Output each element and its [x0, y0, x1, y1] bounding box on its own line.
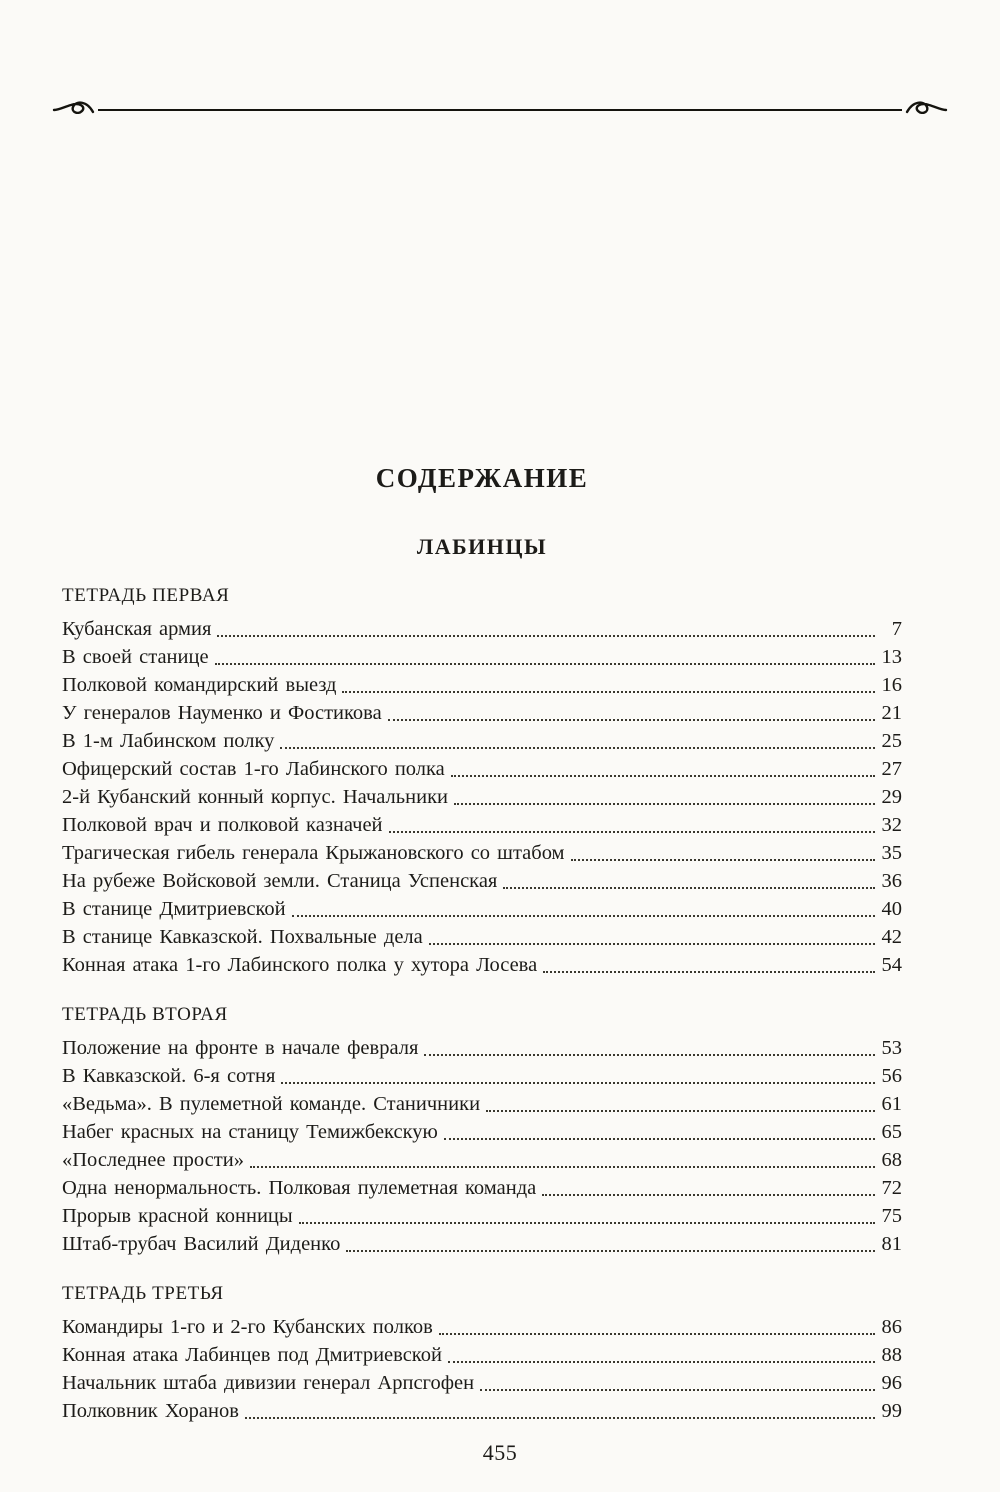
entry-title: У генералов Науменко и Фостикова [62, 702, 382, 725]
dot-leader [388, 719, 875, 721]
entry-title: Положение на фронте в начале февраля [62, 1037, 419, 1060]
toc-entry [62, 895, 902, 923]
entry-page-number: 68 [881, 1149, 902, 1172]
entry-page-number: 27 [881, 758, 902, 781]
entry-page-number: 75 [881, 1205, 902, 1228]
entry-page-number: 65 [881, 1121, 902, 1144]
entry-title: Штаб-трубач Василий Диденко [62, 1233, 341, 1256]
toc-entry [62, 867, 902, 895]
toc-entry [62, 811, 902, 839]
entry-page-number: 21 [881, 702, 902, 725]
entry-title: Офицерский состав 1-го Лабинского полка [62, 758, 445, 781]
toc-entry [62, 643, 902, 671]
dot-leader [454, 803, 875, 805]
entry-title: 2-й Кубанский конный корпус. Начальники [62, 786, 448, 809]
toc-entry [62, 615, 902, 643]
entry-page-number: 36 [881, 870, 902, 893]
toc-entry [62, 1313, 902, 1341]
entry-page-number: 56 [881, 1065, 902, 1088]
toc-entry [62, 1034, 902, 1062]
entry-title: В станице Кавказской. Похвальные дела [62, 926, 423, 949]
entry-page-number: 35 [881, 842, 902, 865]
entry-page-number: 13 [881, 646, 902, 669]
entry-title: В 1-м Лабинском полку [62, 730, 275, 753]
entry-title: В Кавказской. 6-я сотня [62, 1065, 276, 1088]
toc-entry [62, 671, 902, 699]
page-number: 455 [482, 1440, 518, 1465]
toc-entry [62, 1397, 902, 1425]
entry-title: Набег красных на станицу Темижбекскую [62, 1121, 438, 1144]
entry-title: Прорыв красной конницы [62, 1205, 293, 1228]
entry-title: В своей станице [62, 646, 209, 669]
entry-page-number: 81 [881, 1233, 902, 1256]
toc-section [62, 584, 902, 979]
dot-leader [451, 775, 875, 777]
entry-title: Полковой врач и полковой казначей [62, 814, 383, 837]
toc-entry [62, 699, 902, 727]
dot-leader [429, 943, 875, 945]
dot-leader [542, 1194, 875, 1196]
entry-title: Полковой командирский выезд [62, 674, 337, 697]
dot-leader [486, 1110, 875, 1112]
dot-leader [439, 1333, 875, 1335]
page-content [62, 0, 902, 1425]
toc-entry [62, 1369, 902, 1397]
entry-page-number: 99 [881, 1400, 902, 1423]
entry-title: В станице Дмитриевской [62, 898, 286, 921]
entry-title: На рубеже Войсковой земли. Станица Успенская [62, 870, 498, 893]
dot-leader [480, 1389, 875, 1391]
entry-title: Начальник штаба дивизии генерал Арпсгофен [62, 1372, 475, 1395]
entry-page-number: 32 [881, 814, 902, 837]
entry-page-number: 61 [881, 1093, 902, 1116]
toc-entry [62, 951, 902, 979]
toc-sections [62, 584, 902, 1425]
entry-title: «Последнее прости» [62, 1149, 244, 1172]
toc-entry [62, 1062, 902, 1090]
dot-leader [503, 887, 875, 889]
dot-leader [299, 1222, 875, 1224]
toc-entry [62, 1341, 902, 1369]
entry-title: Трагическая гибель генерала Крыжановского со штабом [62, 842, 565, 865]
section-heading: ТЕТРАДЬ ПЕРВАЯ [62, 585, 230, 607]
dot-leader [346, 1250, 875, 1252]
section-heading: ТЕТРАДЬ ВТОРАЯ [62, 1004, 228, 1026]
toc-entry [62, 923, 902, 951]
entry-page-number: 54 [881, 954, 902, 977]
entry-title: Конная атака Лабинцев под Дмитриевской [62, 1344, 442, 1367]
toc-section [62, 1003, 902, 1258]
entry-page-number: 42 [881, 926, 902, 949]
toc-entry [62, 1174, 902, 1202]
entry-page-number: 7 [891, 618, 902, 641]
entry-page-number: 29 [881, 786, 902, 809]
toc-entry [62, 1146, 902, 1174]
entry-title: Кубанская армия [62, 618, 212, 641]
entry-page-number: 16 [881, 674, 902, 697]
flourish-right-icon [904, 99, 948, 121]
dot-leader [245, 1417, 875, 1419]
entry-page-number: 40 [881, 898, 902, 921]
book-title: ЛАБИНЦЫ [416, 534, 548, 560]
dot-leader [281, 1082, 875, 1084]
dot-leader [280, 747, 875, 749]
entry-page-number: 25 [881, 730, 902, 753]
entry-title: Командиры 1-го и 2-го Кубанских полков [62, 1316, 433, 1339]
entry-page-number: 96 [881, 1372, 902, 1395]
toc-section [62, 1282, 902, 1425]
page-title: СОДЕРЖАНИЕ [375, 463, 589, 493]
dot-leader [217, 635, 875, 637]
dot-leader [571, 859, 875, 861]
entry-title: «Ведьма». В пулеметной команде. Станичники [62, 1093, 481, 1116]
dot-leader [389, 831, 875, 833]
dot-leader [448, 1361, 875, 1363]
entry-title: Полковник Хоранов [62, 1400, 239, 1423]
toc-entry [62, 1202, 902, 1230]
toc-entry [62, 839, 902, 867]
section-heading: ТЕТРАДЬ ТРЕТЬЯ [62, 1283, 224, 1305]
dot-leader [424, 1054, 875, 1056]
dot-leader [342, 691, 875, 693]
dot-leader [215, 663, 875, 665]
toc-entry [62, 755, 902, 783]
entry-page-number: 88 [881, 1344, 902, 1367]
dot-leader [292, 915, 875, 917]
dot-leader [543, 971, 875, 973]
entry-title: Одна ненормальность. Полковая пулеметная команда [62, 1177, 537, 1200]
entry-page-number: 72 [881, 1177, 902, 1200]
toc-entry [62, 783, 902, 811]
toc-entry [62, 1090, 902, 1118]
entry-title: Конная атака 1-го Лабинского полка у хутора Лосева [62, 954, 538, 977]
toc-entry [62, 1118, 902, 1146]
entry-page-number: 53 [881, 1037, 902, 1060]
entry-page-number: 86 [881, 1316, 902, 1339]
dot-leader [444, 1138, 875, 1140]
dot-leader [250, 1166, 875, 1168]
toc-entry [62, 1230, 902, 1258]
toc-entry [62, 727, 902, 755]
